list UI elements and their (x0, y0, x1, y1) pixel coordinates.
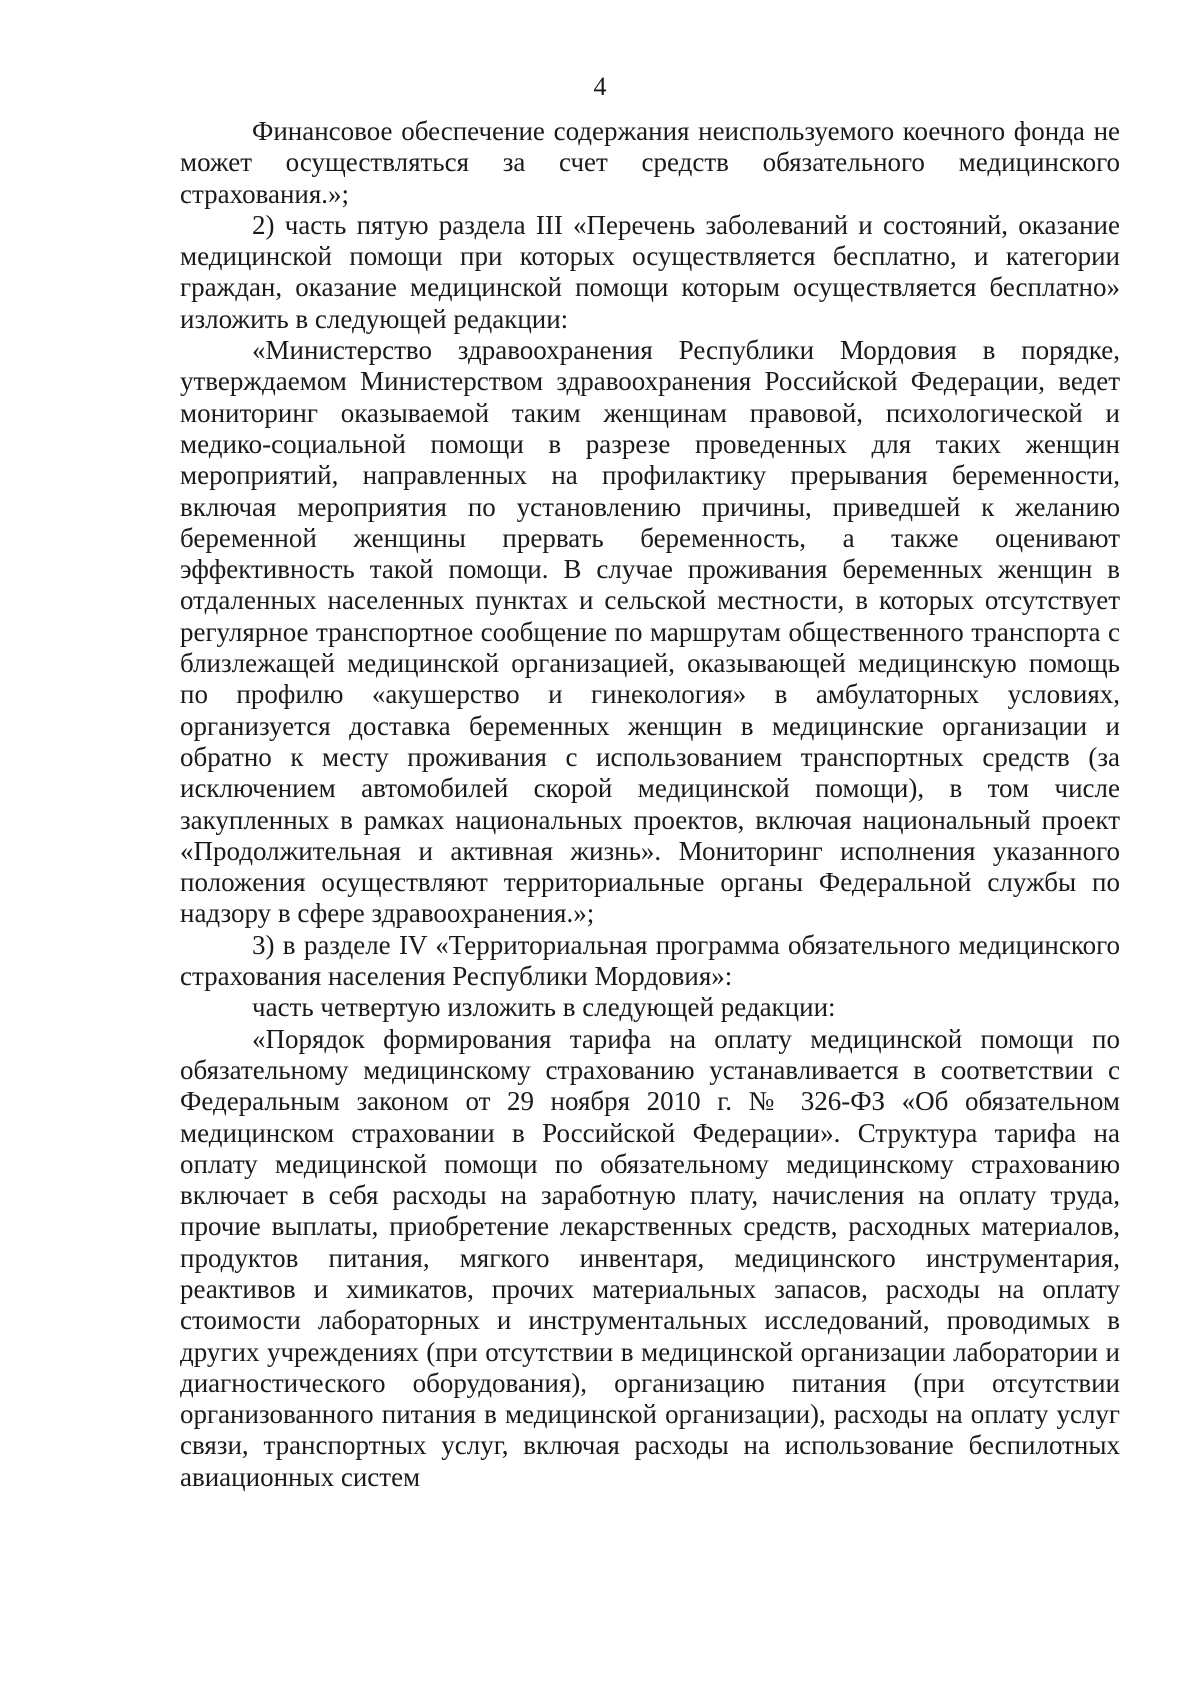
document-body (180, 116, 1120, 1493)
paragraph-bed-fund-financing: Финансовое обеспечение содержания неиспользуемого коечного фонда не может осуществляться за счет средств обязательного медицинского страхования.»; (180, 116, 1120, 209)
paragraph-part-four-intro: часть четвертую изложить в следующей редакции: (252, 992, 836, 1023)
paragraph-tariff-structure: «Порядок формирования тарифа на оплату медицинской помощи по обязательному медицинскому страхованию устанавливается в соответствии с Федеральным законом от 29 ноября 2010 г. № 326-ФЗ «Об обязательном медицинском страховании в Российской Федерации». Структура тарифа на оплату медицинской помощи по обязательному медицинскому страхованию включает в себя расходы на заработную плату, начисления на оплату труда, прочие выплаты, приобретение лекарственных средств, расходных материалов, продуктов питания, мягкого инвентаря, медицинского инструментария, реактивов и химикатов, прочих материальных запасов, расходы на оплату стоимости лабораторных и инструментальных исследований, проводимых в других учреждениях (при отсутствии в медицинской организации лаборатории и диагностического оборудования), организацию питания (при отсутствии организованного питания в медицинской организации), расходы на оплату услуг связи, транспортных услуг, включая расходы на использование беспилотных авиационных систем (180, 1023, 1120, 1492)
paragraph-amendment-section-3: 2) часть пятую раздела III «Перечень заболеваний и состояний, оказание медицинской помощи при которых осуществляется бесплатно, и категории граждан, оказание медицинской помощи которым осуществляется бесплатно» изложить в следующей редакции: (180, 209, 1120, 334)
paragraph-amendment-section-4: 3) в разделе IV «Территориальная программа обязательного медицинского страхования населения Республики Мордовия»: (180, 929, 1120, 992)
paragraph-ministry-monitoring: «Министерство здравоохранения Республики Мордовия в порядке, утверждаемом Министерством здравоохранения Российской Федерации, ведет мониторинг оказываемой таким женщинам правовой, психологической и медико-социальной помощи в разрезе проведенных для таких женщин мероприятий, направленных на профилактику прерывания беременности, включая мероприятия по установлению причины, приведшей к желанию беременной женщины прервать беременность, а также оценивают эффективность такой помощи. В случае проживания беременных женщин в отдаленных населенных пунктах и сельской местности, в которых отсутствует регулярное транспортное сообщение по маршрутам общественного транспорта с близлежащей медицинской организацией, оказывающей медицинскую помощь по профилю «акушерство и гинекология» в амбулаторных условиях, организуется доставка беременных женщин в медицинские организации и обратно к месту проживания с использованием транспортных средств (за исключением автомобилей скорой медицинской помощи), в том числе закупленных в рамках национальных проектов, включая национальный проект «Продолжительная и активная жизнь». Мониторинг исполнения указанного положения осуществляют территориальные органы Федеральной службы по надзору в сфере здравоохранения.»; (180, 335, 1120, 929)
page-number: 4 (593, 72, 607, 101)
